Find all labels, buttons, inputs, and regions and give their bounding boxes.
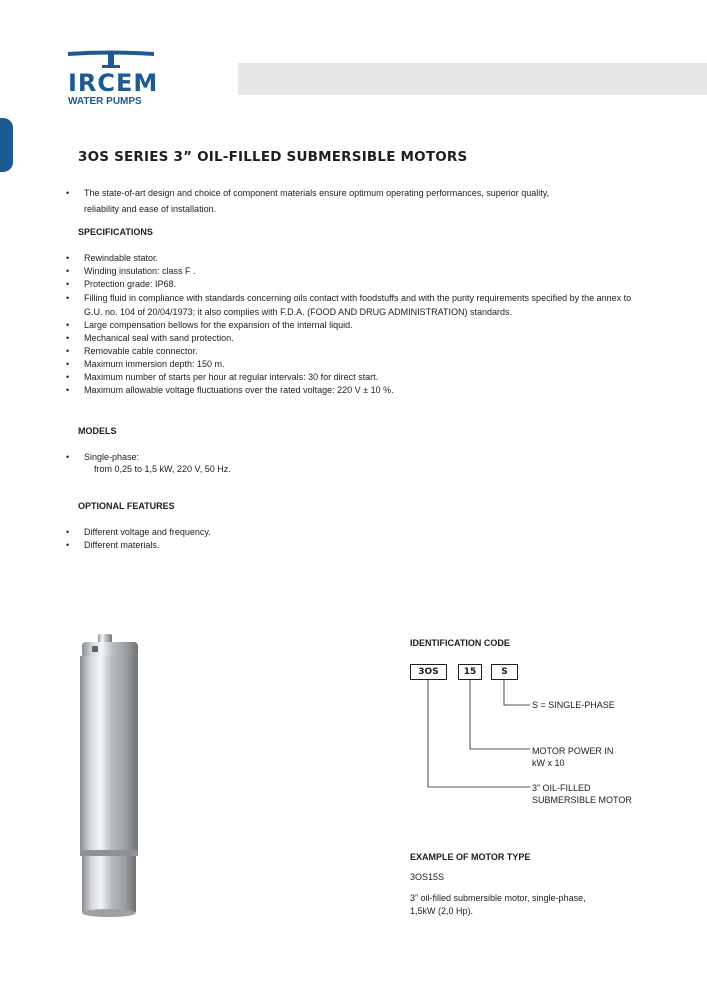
list-item: • Different materials. bbox=[66, 539, 656, 552]
example-desc-2: 1,5kW (2,0 Hp). bbox=[410, 906, 474, 916]
label-power-2: kW x 10 bbox=[532, 758, 565, 768]
brand-name: IRCEM bbox=[68, 69, 159, 97]
list-item: • Protection grade: IP68. bbox=[66, 278, 656, 291]
list-item: • Filling fluid in compliance with standards concerning oils contact with foodstuffs and with the purity requirements specified by the annex to G.U. no. 104 of 20/04/1973; it also complies with F.D.A. (FOOD AND DRUG ADMINISTRATION) standards. bbox=[66, 291, 656, 319]
list-item: • Maximum allowable voltage fluctuations over the rated voltage: 220 V ± 10 %. bbox=[66, 384, 656, 397]
list-item: • Maximum number of starts per hour at regular intervals: 30 for direct start. bbox=[66, 371, 656, 384]
motor-image bbox=[72, 632, 152, 922]
optional-list bbox=[66, 526, 656, 552]
brand-subtitle: WATER PUMPS bbox=[68, 96, 142, 107]
page-title: 3OS SERIES 3” OIL-FILLED SUBMERSIBLE MOTORS bbox=[78, 149, 468, 165]
side-tab bbox=[0, 118, 13, 172]
models-detail: from 0,25 to 1,5 kW, 220 V, 50 Hz. bbox=[94, 464, 231, 474]
label-type-2: SUBMERSIBLE MOTOR bbox=[532, 795, 632, 805]
list-item: • Winding insulation: class F . bbox=[66, 265, 656, 278]
specifications-heading: SPECIFICATIONS bbox=[78, 227, 153, 237]
specifications-list bbox=[66, 252, 656, 397]
list-item: • Different voltage and frequency. bbox=[66, 526, 656, 539]
code-box-power: 15 bbox=[458, 664, 482, 680]
list-item: • Maximum immersion depth: 150 m. bbox=[66, 358, 656, 371]
example-heading: EXAMPLE OF MOTOR TYPE bbox=[410, 852, 531, 862]
example-code: 3OS15S bbox=[410, 872, 445, 882]
example-desc-1: 3” oil-filled submersible motor, single-phase, bbox=[410, 893, 586, 903]
code-box-phase: S bbox=[491, 664, 518, 680]
list-item: • Mechanical seal with sand protection. bbox=[66, 332, 656, 345]
models-heading: MODELS bbox=[78, 426, 117, 436]
intro-list bbox=[66, 185, 656, 217]
identification-heading: IDENTIFICATION CODE bbox=[410, 638, 510, 648]
list-item: • Removable cable connector. bbox=[66, 345, 656, 358]
optional-heading: OPTIONAL FEATURES bbox=[78, 501, 175, 511]
header-bar bbox=[238, 63, 707, 95]
list-item: • The state-of-art design and choice of component materials ensure optimum operating performances, superior quality, reliability and ease of installation. bbox=[66, 185, 656, 217]
list-item: • Rewindable stator. bbox=[66, 252, 656, 265]
list-item: • Single-phase: bbox=[66, 451, 656, 464]
label-single-phase: S = SINGLE-PHASE bbox=[532, 700, 615, 710]
label-type-1: 3” OIL-FILLED bbox=[532, 783, 591, 793]
list-item: • Large compensation bellows for the expansion of the internal liquid. bbox=[66, 319, 656, 332]
code-box-series: 3OS bbox=[410, 664, 447, 680]
label-power-1: MOTOR POWER IN bbox=[532, 746, 614, 756]
